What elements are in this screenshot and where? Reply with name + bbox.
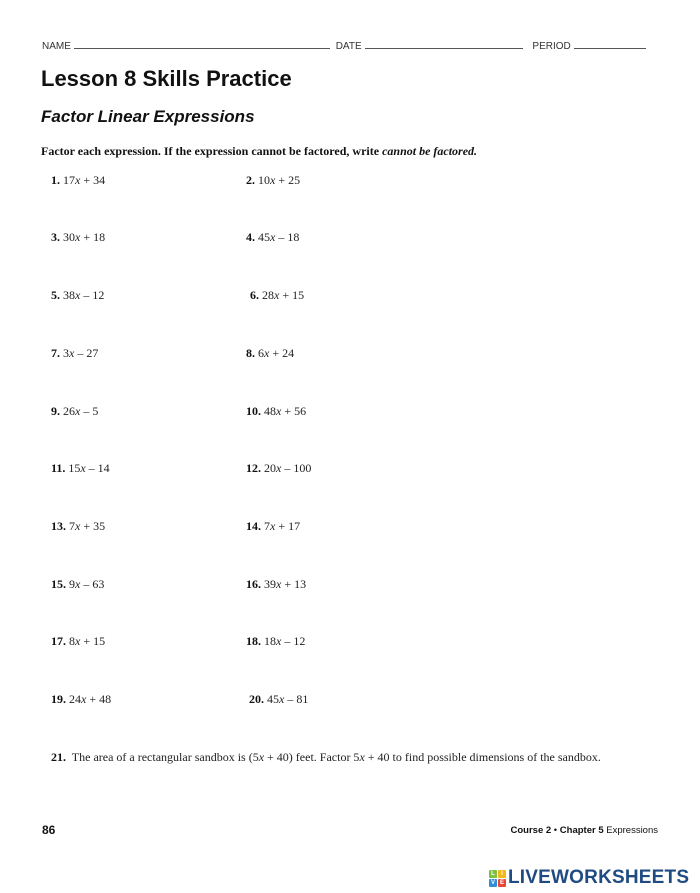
problem-7: 7. 3x – 27 xyxy=(51,346,99,360)
instructions-emphasis: cannot be factored. xyxy=(382,144,478,158)
problem-21: 21. The area of a rectangular sandbox is (5x + 40) feet. Factor 5x + 40 to find possible dimensions of the sandbox. xyxy=(51,750,601,764)
problem-17: 17. 8x + 15 xyxy=(51,634,106,648)
name-field-line[interactable] xyxy=(74,47,330,49)
problem-2: 2. 10x + 25 xyxy=(246,173,301,187)
page-title: Lesson 8 Skills Practice xyxy=(41,66,292,91)
problem-14: 14. 7x + 17 xyxy=(246,519,301,533)
problem-8: 8. 6x + 24 xyxy=(246,346,295,360)
problem-9: 9. 26x – 5 xyxy=(51,404,99,418)
problem-6: 6. 28x + 15 xyxy=(250,288,305,302)
date-label: DATE xyxy=(335,41,362,52)
student-info-header xyxy=(42,41,649,52)
period-field-line[interactable] xyxy=(574,47,646,49)
problem-1: 1. 17x + 34 xyxy=(51,173,106,187)
page-subtitle: Factor Linear Expressions xyxy=(41,107,255,126)
page-number: 86 xyxy=(42,823,56,837)
problem-20: 20. 45x – 81 xyxy=(249,692,309,706)
name-label: NAME xyxy=(42,41,71,52)
problem-16: 16. 39x + 13 xyxy=(246,577,307,591)
problem-18: 18. 18x – 12 xyxy=(246,634,306,648)
course-footer: Course 2 • Chapter 5 Expressions xyxy=(510,825,658,836)
live-blocks-icon: L I V E xyxy=(490,870,504,886)
problem-19: 19. 24x + 48 xyxy=(51,692,112,706)
problem-12: 12. 20x – 100 xyxy=(246,461,312,475)
problem-10: 10. 48x + 56 xyxy=(246,404,307,418)
instructions: Factor each expression. If the expression cannot be factored, write cannot be factored. xyxy=(41,144,478,158)
problem-5: 5. 38x – 12 xyxy=(51,288,105,302)
problem-13: 13. 7x + 35 xyxy=(51,519,106,533)
problem-4: 4. 45x – 18 xyxy=(246,230,300,244)
problem-15: 15. 9x – 63 xyxy=(51,577,105,591)
liveworksheets-logo[interactable] xyxy=(489,867,689,889)
logo-text: LIVEWORKSHEETS xyxy=(508,867,690,888)
period-label: PERIOD xyxy=(532,41,571,52)
date-field-line[interactable] xyxy=(365,47,523,49)
problem-3: 3. 30x + 18 xyxy=(51,230,106,244)
problem-11: 11. 15x – 14 xyxy=(51,461,110,475)
